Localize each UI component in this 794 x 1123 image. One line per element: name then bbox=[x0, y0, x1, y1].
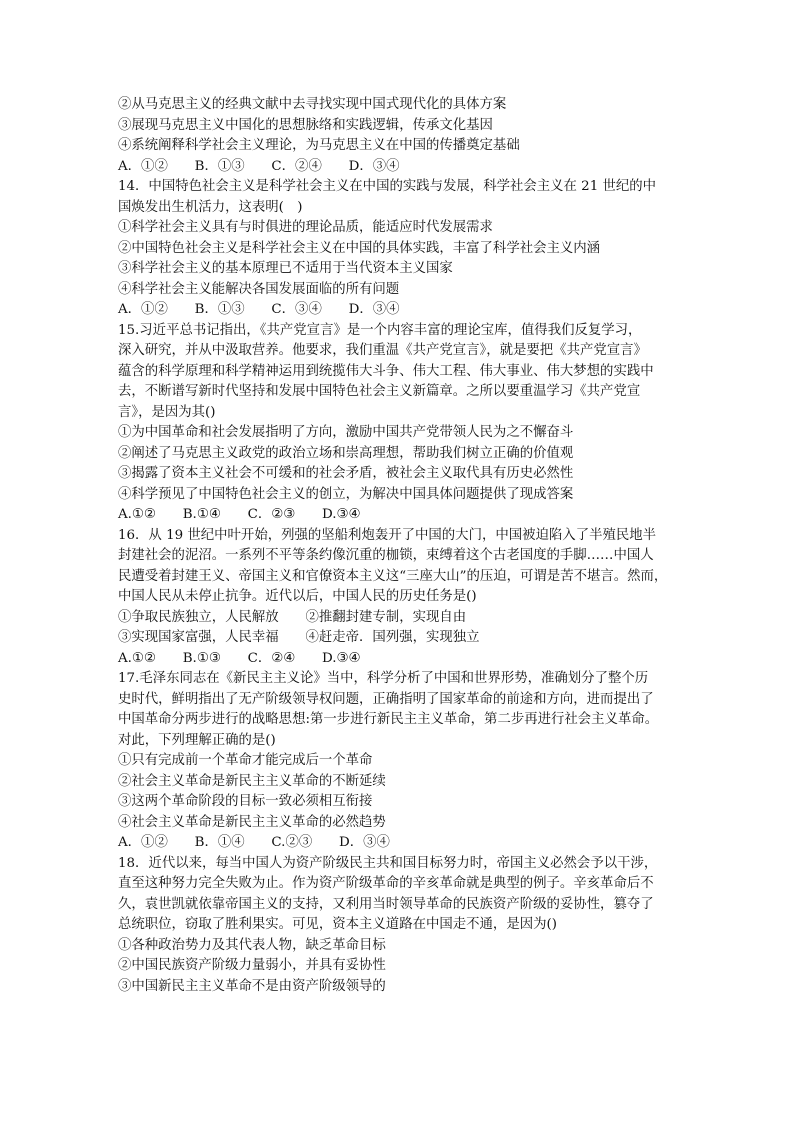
text-line: ②社会主义革命是新民主主义革命的不断延续 bbox=[118, 773, 386, 789]
text-line: ①科学社会主义具有与时俱进的理论品质，能适应时代发展需求 bbox=[118, 220, 493, 235]
text-line: ④社会主义革命是新民主主义革命的必然趋势 bbox=[118, 814, 386, 830]
question-14-stem: 14．中国特色社会主义是科学社会主义在中国的实践与发展，科学社会主义在 21 世纪的中 bbox=[118, 179, 657, 194]
document-page bbox=[118, 95, 684, 997]
text-line: ②中国特色社会主义是科学社会主义在中国的具体实践，丰富了科学社会主义内涵 bbox=[118, 240, 601, 256]
text-line: ③展现马克思主义中国化的思想脉络和实践逻辑，传承文化基因 bbox=[118, 117, 493, 133]
text-line: ③中国新民主主义革命不是由资产阶级领导的 bbox=[118, 978, 386, 994]
text-line: ④科学社会主义能解决各国发展面临的所有问题 bbox=[118, 281, 400, 297]
question-14-stem: 国焕发出生机活力，这表明( ) bbox=[118, 199, 303, 215]
text-line: ②中国民族资产阶级力量弱小，并具有妥协性 bbox=[118, 958, 386, 973]
answer-options: A.①② B.①③ C．②④ D.③④ bbox=[118, 650, 361, 666]
text-line: ④科学预见了中国特色社会主义的创立，为解决中国具体问题提供了现成答案 bbox=[118, 486, 574, 502]
question-17-stem: 中国革命分两步进行的战略思想:第一步进行新民主主义革命，第二步再进行社会主义革命。 bbox=[118, 712, 659, 727]
question-16-stem: 民遭受着封建王义、帝国主义和官僚资本主义这“三座大山”的压迫，可谓是苦不堪言。然而， bbox=[118, 568, 668, 584]
text-line: ④系统阐释科学社会主义理论，为马克思主义在中国的传播奠定基础 bbox=[118, 138, 520, 153]
answer-options: A．①② B．①④ C.②③ D．③④ bbox=[118, 835, 390, 850]
text-line: ①为中国革命和社会发展指明了方向，激励中国共产党带领人民为之不懈奋斗 bbox=[118, 425, 574, 440]
question-17-stem: 17.毛泽东同志在《新民主主义论》当中，科学分析了中国和世界形势，准确划分了整个历 bbox=[118, 671, 649, 686]
question-15-stem: 15.习近平总书记指出，《共产党宣言》是一个内容丰富的理论宝库，值得我们反复学习， bbox=[118, 322, 642, 338]
question-17-stem: 史时代，鲜明指出了无产阶级领导权问题，正确指明了国家革命的前途和方向，进而提出了 bbox=[118, 691, 654, 707]
question-18-stem: 总统职位，窃取了胜利果实。可见，资本主义道路在中国走不通，是因为() bbox=[118, 917, 557, 932]
question-16-stem: 16．从 19 世纪中叶开始，列强的坚船利炮轰开了中国的大门，中国被迫陷入了半殖民地半 bbox=[118, 527, 657, 543]
text-line: ③实现国家富强，人民幸福 ④赶走帝．国列强，实现独立 bbox=[118, 630, 480, 645]
question-16-stem: 中国人民从未停止抗争。近代以后，中国人民的历史任务是() bbox=[118, 589, 477, 604]
question-18-stem: 久，袁世凯就依靠帝国主义的支持，又利用当时领导革命的民族资产阶级的妥协性，篡夺了 bbox=[118, 896, 654, 912]
text-line: ②阐述了马克思主义政党的政治立场和崇高理想，帮助我们树立正确的价值观 bbox=[118, 445, 574, 461]
question-17-stem: 对此，下列理解正确的是() bbox=[118, 732, 276, 748]
answer-options: A.①② B.①④ C．②③ D.③④ bbox=[118, 507, 361, 522]
question-16-stem: 封建社会的泥沼。一系列不平等条约像沉重的枷锁，束缚着这个古老国度的手脚……中国人 bbox=[118, 548, 654, 563]
text-line: ①各种政治势力及其代表人物，缺乏革命目标 bbox=[118, 937, 386, 953]
answer-options: A．①② B．①③ C．③④ D．③④ bbox=[118, 302, 400, 317]
text-line: ③揭露了资本主义社会不可缓和的社会矛盾，被社会主义取代具有历史必然性 bbox=[118, 466, 574, 481]
question-18-stem: 18．近代以来，每当中国人为资产阶级民主共和国目标努力时，帝国主义必然会予以干涉， bbox=[118, 855, 658, 871]
question-15-stem: 去，不断谱写新时代坚持和发展中国特色社会主义新篇章。之所以要重温学习《共产党宣 bbox=[118, 384, 641, 399]
text-line: ③科学社会主义的基本原理已不适用于当代资本主义国家 bbox=[118, 261, 453, 276]
question-15-stem: 深入研究，并从中汲取营养。他要求，我们重温《共产党宣言》，就是要把《共产党宣言》 bbox=[118, 343, 647, 358]
text-line: ①争取民族独立，人民解放 ②推翻封建专制，实现自由 bbox=[118, 609, 467, 625]
text-line: ③这两个革命阶段的目标一致必须相互衔接 bbox=[118, 794, 373, 809]
question-18-stem: 直至这种努力完全失败为止。作为资产阶级革命的辛亥革命就是典型的例子。辛亥革命后不 bbox=[118, 876, 654, 891]
answer-options: A．①② B．①③ C．②④ D．③④ bbox=[118, 158, 400, 174]
question-15-stem: 言》，是因为其() bbox=[118, 404, 216, 420]
text-line: ②从马克思主义的经典文献中去寻找实现中国式现代化的具体方案 bbox=[118, 97, 507, 112]
question-15-stem: 蕴含的科学原理和科学精神运用到统揽伟大斗争、伟大工程、伟大事业、伟大梦想的实践中 bbox=[118, 363, 654, 379]
text-line: ①只有完成前一个革命才能完成后一个革命 bbox=[118, 753, 373, 768]
